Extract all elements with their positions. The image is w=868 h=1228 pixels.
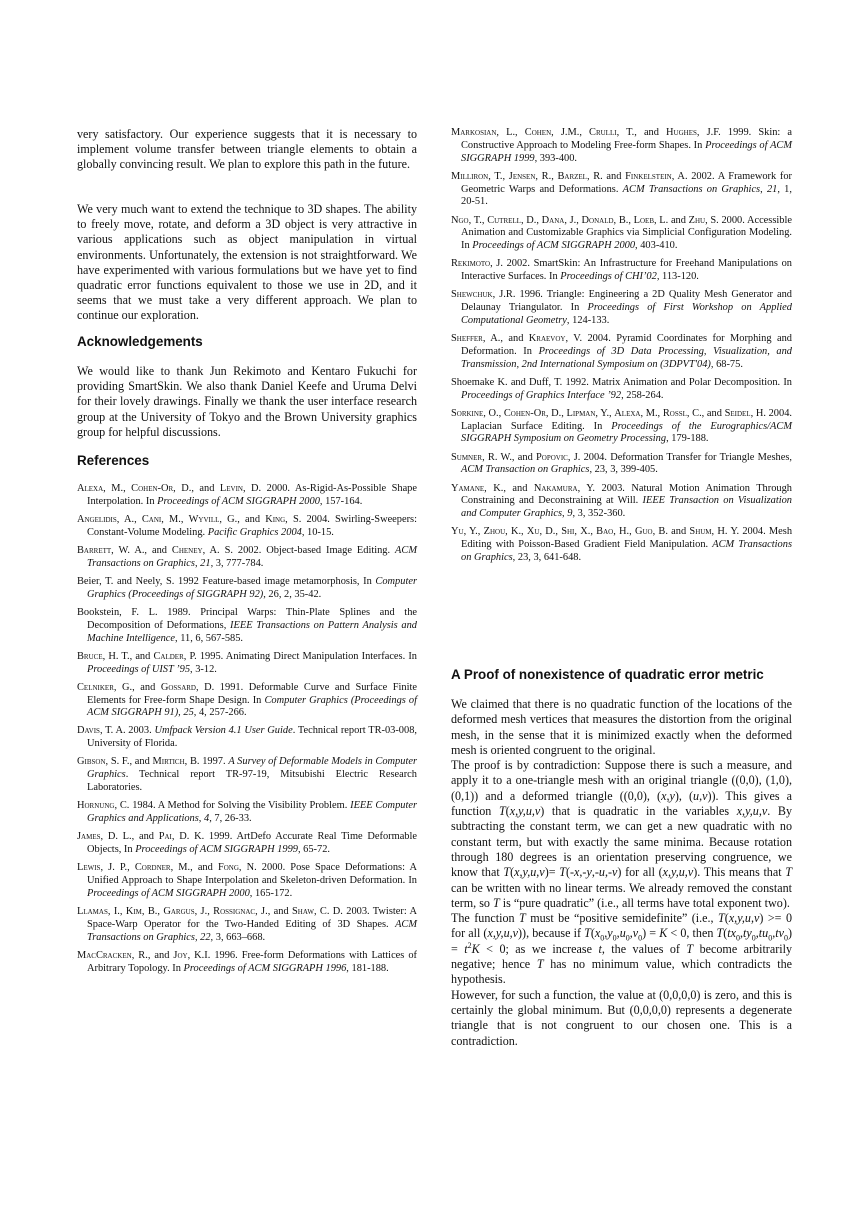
conclusion-paragraph-2: We very much want to extend the technique to 3D shapes. The ability to freely move, rotate, and deform a 3D object is very attractive in various applications such as object manipulation in virtual environments. Unfortunately, the extension is not straightforward. We have experimented with various formulations but we have yet to find quadratic error functions equivalent to those we use in 2D, and it seems that we must take a very different approach. We plan to continue our exploration. [77,202,417,323]
reference-item: Alexa, M., Cohen-Or, D., and Levin, D. 2000. As-Rigid-As-Possible Shape Interpolation. In Proceedings of ACM SIGGRAPH 2000, 157-164. [77,483,417,507]
reference-item: Shewchuk, J.R. 1996. Triangle: Engineering a 2D Quality Mesh Generator and Delaunay Triangulator. In Proceedings of First Workshop on Applied Computational Geometry, 124-133. [451,289,792,326]
reference-item: Ngo, T., Cutrell, D., Dana, J., Donald, B., Loeb, L. and Zhu, S. 2000. Accessible Animation and Customizable Graphics via Simplicial Configuration Modeling. In Proceedings of ACM SIGGRAPH 2000, 403-410. [451,214,792,252]
reference-item: MacCracken, R., and Joy, K.I. 1996. Free-form Deformations with Lattices of Arbitrary Topology. In Proceedings of ACM SIGGRAPH 1996, 181-188. [77,949,417,974]
appendix-body [451,697,792,1049]
reference-item: Llamas, I., Kim, B., Gargus, J., Rossignac, J., and Shaw, C. D. 2003. Twister: A Space-Warp Operator for the Two-Handed Editing of 3D Shapes. ACM Transactions on Graphics, 22, 3, 663–668. [77,906,417,943]
reference-item: Shoemake K. and Duff, T. 1992. Matrix Animation and Polar Decomposition. In Proceedings of Graphics Interface ’92, 258-264. [451,376,792,401]
acknowledgements-heading: Acknowledgements [77,334,203,349]
references-list-left [77,483,417,981]
reference-item: Sheffer, A., and Kraevoy, V. 2004. Pyramid Coordinates for Morphing and Deformation. In Proceedings of 3D Data Processing, Visualization, and Transmission, 2nd International Symposium on (3DPVT'04), 68-75. [451,333,793,370]
reference-item: Celniker, G., and Gossard, D. 1991. Deformable Curve and Surface Finite Elements for Free-form Shape Design. In Computer Graphics (Proceedings of ACM SIGGRAPH 91), 25, 4, 257-266. [77,681,417,719]
reference-item: Sumner, R. W., and Popovic, J. 2004. Deformation Transfer for Triangle Meshes, ACM Transaction on Graphics, 23, 3, 399-405. [451,451,792,476]
reference-item: Bookstein, F. L. 1989. Principal Warps: Thin-Plate Splines and the Decomposition of Deformations, IEEE Transactions on Pattern Analysis and Machine Intelligence, 11, 6, 567-585. [77,606,418,644]
acknowledgements-text: We would like to thank Jun Rekimoto and Kentaro Fukuchi for providing SmartSkin. We also thank Daniel Keefe and Uruma Delvi for their lovely drawings. Finally we thank the user interface research group at the University of Tokyo and the Brown University graphics group for helpful discussions. [77,364,417,439]
reference-item: Yu, Y., Zhou, K., Xu, D., Shi, X., Bao, H., Guo, B. and Shum, H. Y. 2004. Mesh Editing with Poisson-Based Gradient Field Manipulation. ACM Transactions on Graphics, 23, 3, 641-648. [451,526,793,564]
reference-item: James, D. L., and Pai, D. K. 1999. ArtDefo Accurate Real Time Deformable Objects, In Proceedings of ACM SIGGRAPH 1999, 65-72. [77,831,417,856]
reference-item: Beier, T. and Neely, S. 1992 Feature-based image metamorphosis, In Computer Graphics (Proceedings of SIGGRAPH 92), 26, 2, 35-42. [77,575,417,600]
conclusion-paragraph-1: very satisfactory. Our experience suggests that it is necessary to implement volume transfer between triangle elements to obtain a globally convincing result. We plan to explore this path in the future. [77,127,417,172]
appendix-paragraph-4: However, for such a function, the value at (0,0,0,0) is zero, and this is certainly the global minimum. But (0,0,0,0) represents a degenerate triangle that is not congruent to our chosen one. This is a contradiction. [451,987,792,1048]
reference-item: Rekimoto, J. 2002. SmartSkin: An Infrastructure for Freehand Manipulations on Interactive Surfaces. In Proceedings of CHI’02, 113-120. [451,258,792,283]
reference-item: Angelidis, A., Cani, M., Wyvill, G., and King, S. 2004. Swirling-Sweepers: Constant-Volume Modeling. Pacific Graphics 2004, 10-15. [77,513,417,538]
appendix-paragraph-1: We claimed that there is no quadratic function of the locations of the deformed mesh vertices that measures the distortion from the original mesh, in the sense that it is minimized exactly when the deformed mesh is oriented congruent to the original. [451,697,792,757]
reference-item: Barrett, W. A., and Cheney, A. S. 2002. Object-based Image Editing. ACM Transactions on Graphics, 21, 3, 777-784. [77,544,417,569]
references-heading: References [77,453,150,468]
reference-item: Lewis, J. P., Cordner, M., and Fong, N. 2000. Pose Space Deformations: A Unified Approach to Shape Interpolation and Skeleton-driven Deformation. In Proceedings of ACM SIGGRAPH 2000, 165-172. [77,862,417,899]
appendix-heading: A Proof of nonexistence of quadratic error metric [451,667,764,682]
reference-item: Markosian, L., Cohen, J.M., Crulli, T., and Hughes, J.F. 1999. Skin: a Constructive Approach to Modeling Free-form Shapes. In Proceedings of ACM SIGGRAPH 1999, 393-400. [451,127,793,164]
reference-item: Bruce, H. T., and Calder, P. 1995. Animating Direct Manipulation Interfaces. In Proceedings of UIST ’95, 3-12. [77,650,417,675]
reference-item: Gibson, S. F., and Mirtich, B. 1997. A Survey of Deformable Models in Computer Graphics. Technical report TR-97-19, Mitsubishi Electric Research Laboratories. [77,756,417,794]
references-list-right [451,127,792,570]
reference-item: Hornung, C. 1984. A Method for Solving the Visibility Problem. IEEE Computer Graphics and Applications, 4, 7, 26-33. [77,800,417,825]
reference-item: Milliron, T., Jensen, R., Barzel, R. and Finkelstein, A. 2002. A Framework for Geometric Warps and Deformations. ACM Transactions on Graphics, 21, 1, 20-51. [451,170,792,208]
reference-item: Yamane, K., and Nakamura, Y. 2003. Natural Motion Animation Through Constraining and Deconstraining at Will. IEEE Transaction on Visualization and Computer Graphics, 9, 3, 352-360. [451,482,792,520]
appendix-paragraph-2: The proof is by contradiction: Suppose there is such a measure, and apply it to a one-triangle mesh with an original triangle ((0,0), (1,0), (0,1)) and a deformed triangle ((0,0), (x,y), (u,v)). This gives a function T(x,y,u,v) that is quadratic in the variables x,y,u,v. By subtracting the constant term, we can get a new quadratic with no constant term, but with exactly the same minima. Because rotation through 180 degrees is an orientation preserving congruence, we know that T(x,y,u,v)= T(-x,-y,-u,-v) for all (x,y,u,v). This means that T can be written with no linear terms. We already removed the constant term, so T is “pure quadratic” (i.e., all terms have total exponent two). [451,758,793,910]
reference-item: Davis, T. A. 2003. Umfpack Version 4.1 User Guide. Technical report TR-03-008, University of Florida. [77,725,417,750]
appendix-paragraph-3: The function T must be “positive semidefinite” (i.e., T(x,y,u,v) >= 0 for all (x,y,u,v)), because if $T(x_0,y_0,u_0,v_0) = K < 0$, then $T(tx_0,ty_0,tu_0,tv_0) = t^2K < 0$; as we increase t, the values of T become arbitrarily negative; hence T has no minimum value, which contradicts the hypothesis. [451,911,793,987]
reference-item: Sorkine, O., Cohen-Or, D., Lipman, Y., Alexa, M., Rossl, C., and Seidel, H. 2004. Laplacian Surface Editing. In Proceedings of the Eurographics/ACM SIGGRAPH Symposium on Geometry Processing, 179-188. [451,407,792,445]
